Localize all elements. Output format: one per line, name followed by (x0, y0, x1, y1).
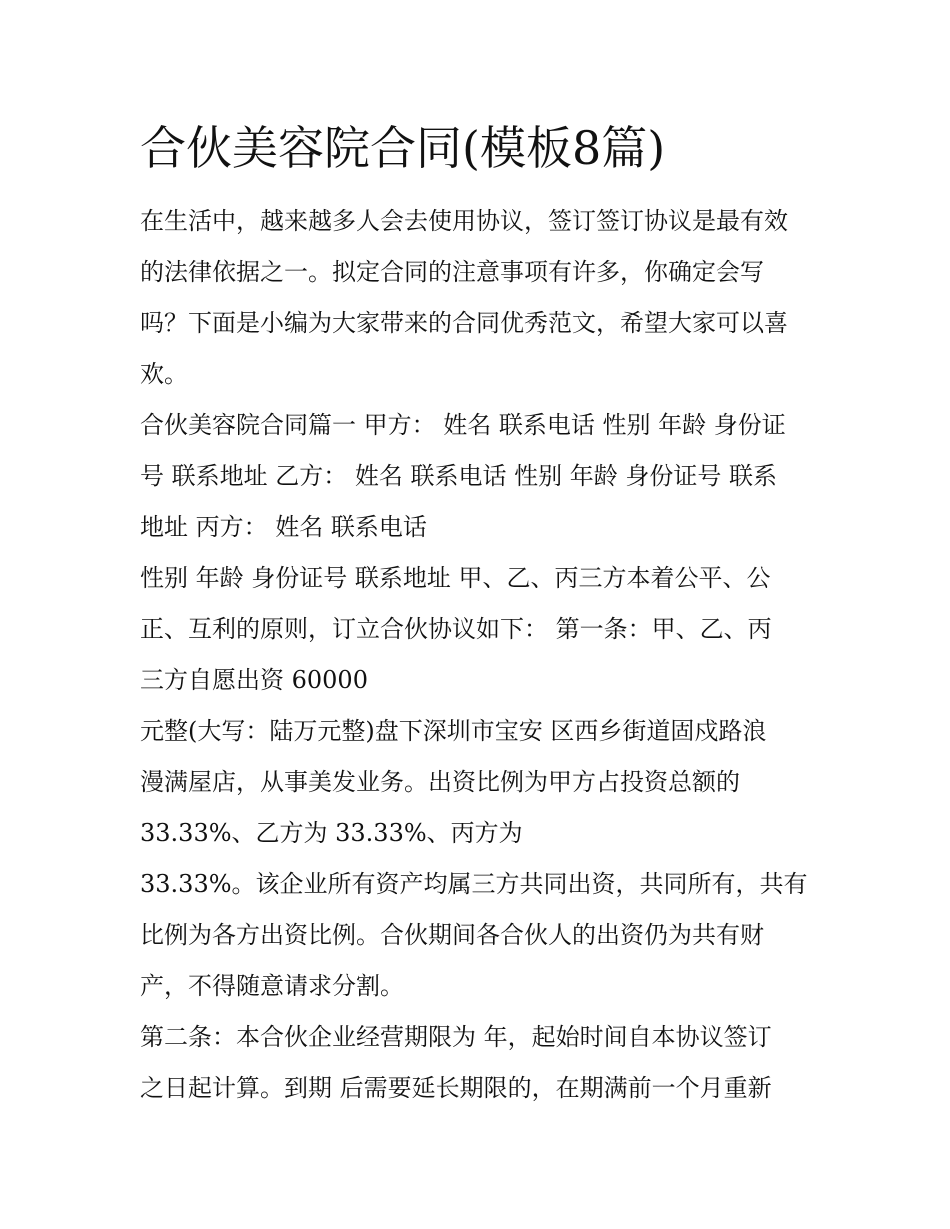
body-line: 正、互利的原则，订立合伙协议如下： 第一条：甲、乙、丙 (140, 615, 772, 643)
body-line: 地址 丙方： 姓名 联系电话 (140, 513, 427, 541)
body-line: 号 联系地址 乙方： 姓名 联系电话 性别 年龄 身份证号 联系 (140, 462, 778, 490)
document-body (140, 196, 820, 1114)
body-line: 33.33%、乙方为 33.33%、丙方为 (140, 819, 523, 847)
body-line: 合伙美容院合同篇一 甲方： 姓名 联系电话 性别 年龄 身份证 (140, 411, 786, 439)
body-line: 性别 年龄 身份证号 联系地址 甲、乙、丙三方本着公平、公 (140, 564, 771, 592)
body-line: 元整(大写：陆万元整)盘下深圳市宝安 区西乡街道固戍路浪 (140, 717, 767, 745)
body-line: 33.33%。该企业所有资产均属三方共同出资，共同所有，共有 (140, 870, 808, 898)
body-line: 吗？下面是小编为大家带来的合同优秀范文，希望大家可以喜 (140, 309, 788, 337)
body-line: 欢。 (140, 360, 188, 388)
body-line: 漫满屋店，从事美发业务。出资比例为甲方占投资总额的 (140, 768, 740, 796)
body-line: 三方自愿出资 60000 (140, 666, 368, 694)
body-line: 的法律依据之一。拟定合同的注意事项有许多，你确定会写 (140, 258, 764, 286)
body-line: 在生活中，越来越多人会去使用协议，签订签订协议是最有效 (140, 207, 788, 235)
document-title: 合伙美容院合同(模板8篇) (140, 121, 666, 175)
body-line: 产，不得随意请求分割。 (140, 972, 404, 1000)
body-line: 比例为各方出资比例。合伙期间各合伙人的出资仍为共有财 (140, 921, 764, 949)
body-line: 第二条：本合伙企业经营期限为 年，起始时间自本协议签订 (140, 1023, 772, 1051)
body-line: 之日起计算。到期 后需要延长期限的，在期满前一个月重新 (140, 1074, 772, 1102)
